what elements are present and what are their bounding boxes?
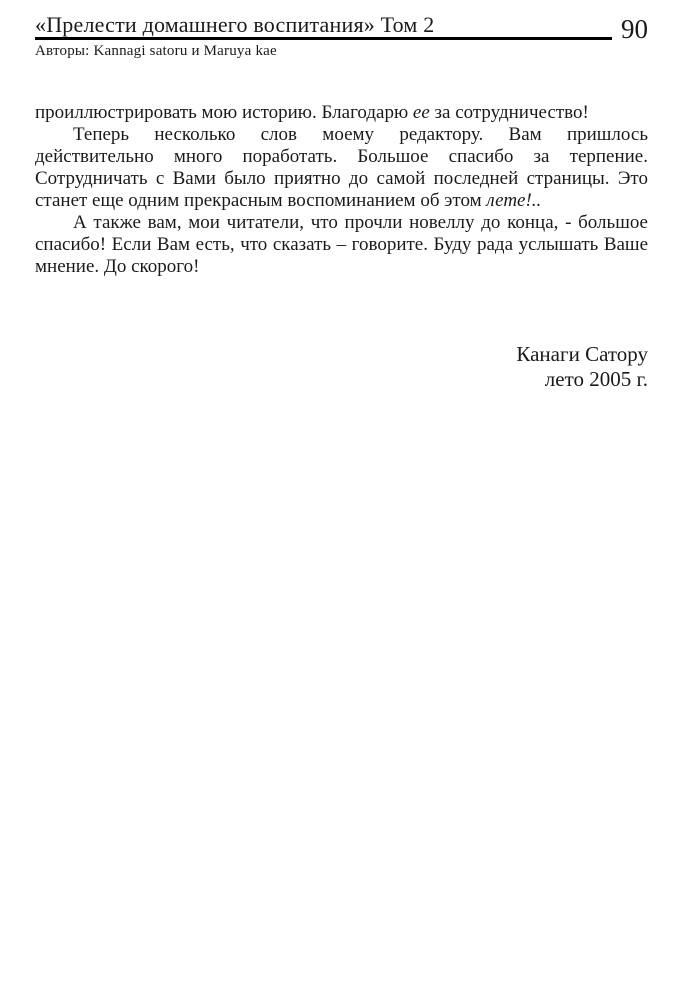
emphasis-text: лете!.. xyxy=(486,189,542,211)
signature-date: лето 2005 г. xyxy=(544,366,648,391)
paragraph xyxy=(35,102,648,124)
page-body xyxy=(35,102,648,392)
page-header xyxy=(35,13,648,60)
text-segment: за сотрудничество! xyxy=(429,101,589,123)
paragraph xyxy=(35,212,648,278)
book-title: «Прелести домашнего воспитания» Том 2 xyxy=(35,12,435,37)
signature-author: Канаги Сатору xyxy=(516,341,648,366)
afterword-text xyxy=(35,102,648,278)
authors-line: Авторы: Kannagi satoru и Maruya kae xyxy=(35,43,277,60)
text-segment: проиллюстрировать мою историю. Благодарю xyxy=(35,101,413,123)
text-segment: Теперь несколько слов моему редактору. Вам пришлось действительно много поработать. Большое спасибо за терпение. Сотрудничать с Вами было приятно до самой последней страницы. Это станет еще одним прекрасным воспоминанием об этом xyxy=(35,123,648,211)
paragraph xyxy=(35,124,648,212)
page-number: 90 xyxy=(621,13,648,44)
signature-block xyxy=(35,342,648,392)
title-underline xyxy=(35,13,612,40)
header-row xyxy=(35,12,648,44)
emphasis-text: ее xyxy=(412,101,430,123)
text-segment: А также вам, мои читатели, что прочли новеллу до конца, - большое спасибо! Если Вам есть, что сказать – говорите. Буду рада услышать Ваше мнение. До скорого! xyxy=(35,211,648,277)
